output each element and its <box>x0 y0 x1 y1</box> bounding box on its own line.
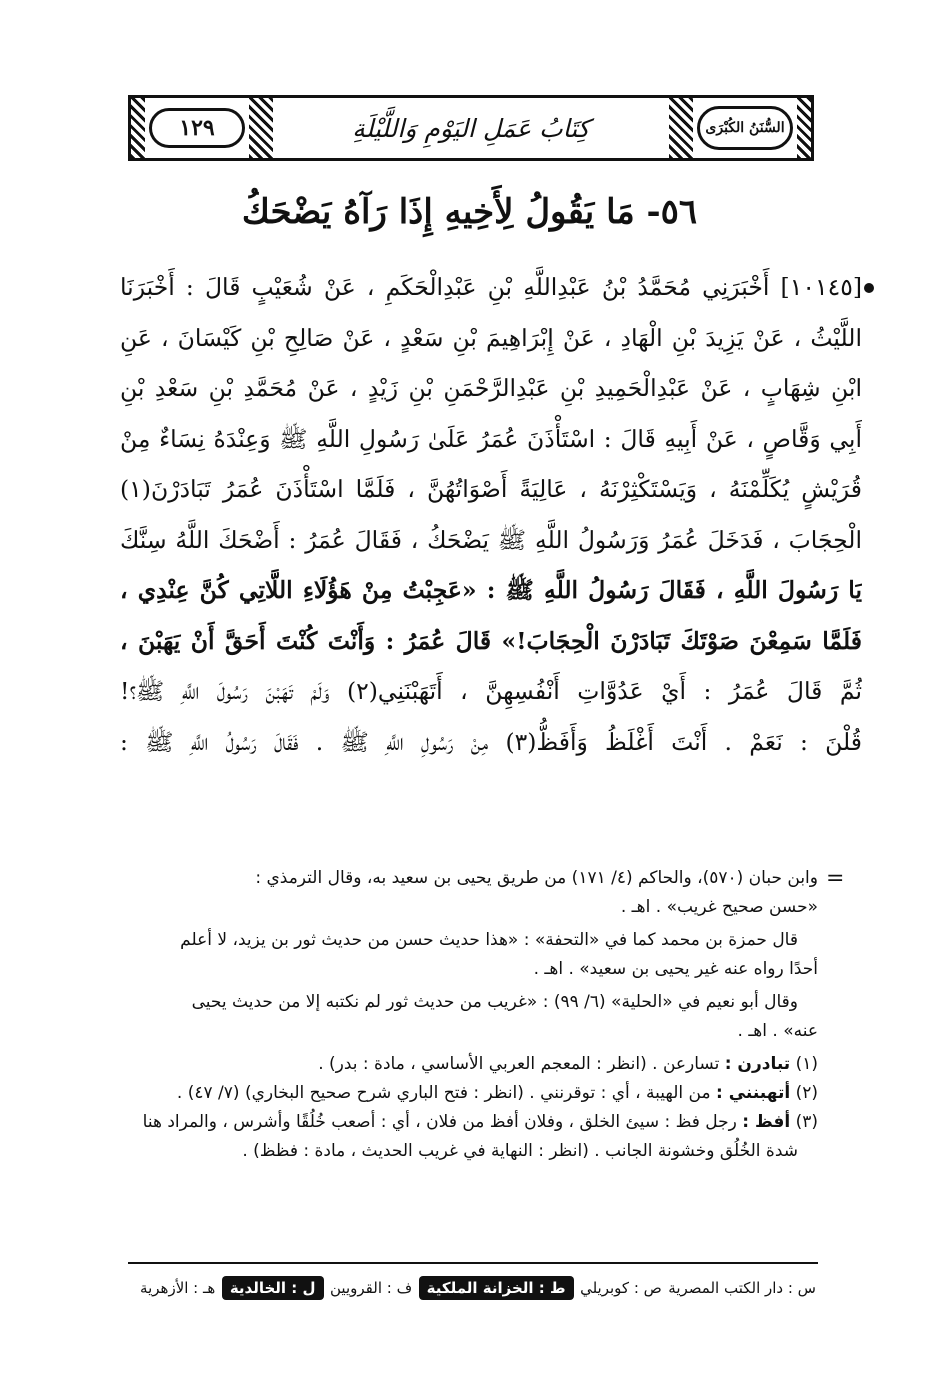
footnote-text: من الهيبة ، أي : توقرنني . (انظر : فتح الباري شرح صحيح البخاري) (٧/ ٤٧) . <box>176 1083 711 1103</box>
footnote-marker: (١) <box>795 1054 818 1074</box>
footnote-item <box>128 1137 818 1166</box>
hadith-line: [١٠١٤٥] أَخْبَرَنِي مُحَمَّدُ بْنُ عَبْدِاللَّهِ بْنِ عَبْدِالْحَكَمِ ، عَنْ شُعَيْبٍ قَالَ : أَخْبَرَنَا <box>120 273 862 301</box>
ornament-border-right <box>797 98 811 158</box>
footnote-item <box>128 1079 818 1108</box>
page-number: ١٢٩ <box>149 108 245 148</box>
footnote-marker: (٣) <box>795 1112 818 1132</box>
footnote-carry-line: قال حمزة بن محمد كما في «التحفة» : «هذا حديث حسن من حديث ثور بن يزيد، لا أعلم <box>180 930 798 950</box>
siglum: ف : القرويين <box>330 1279 413 1297</box>
siglum-boxed: ط : الخزانة الملكية <box>419 1276 574 1300</box>
hadith-line: ابْنِ شِهَابٍ ، عَنْ عَبْدِالْحَمِيدِ بْنِ عَبْدِالرَّحْمَنِ بْنِ زَيْدٍ ، عَنْ مُحَمَّدِ بْنِ سَعْدِ بْنِ <box>120 374 862 402</box>
hadith-bullet-icon <box>864 283 874 293</box>
footnote-item <box>128 1108 818 1137</box>
hadith-line: يَا رَسُولَ اللَّهِ ، فَقَالَ رَسُولُ اللَّهِ ﷺ : «عَجِبْتُ مِنْ هَؤُلَاءِ اللَّاتِي كُنَّ عِنْدِي ، <box>120 576 862 604</box>
footnote-carry-line: «حسن صحيح غريب» . اهـ . <box>620 897 818 917</box>
hadith-line: قُرَيْشٍ يُكَلِّمْنَهُ ، وَيَسْتَكْثِرْنَهُ ، عَالِيَةً أَصْوَاتُهُنَّ ، فَلَمَّا اسْتَأْذَنَ عُمَرُ تَبَادَرْنَ(١) <box>120 475 862 503</box>
hadith-line: ثُمَّ قَالَ عُمَرُ : أَيْ عَدُوَّاتِ أَنْفُسِهِنَّ ، أَتَهَبْنَنِي(٢) وَلَمْ تَهَبْنَ رَسُولَ اللَّهِ ﷺ؟! <box>120 677 862 705</box>
footnote-carry-line: أحدًا رواه عنه غير يحيى بن سعيد» . اهـ . <box>533 959 818 979</box>
sigla-divider <box>128 1262 818 1264</box>
footnote-item <box>128 1050 818 1079</box>
hadith-text <box>120 262 862 767</box>
siglum: ص : كوبريلي <box>580 1279 662 1297</box>
book-emblem: السُّنَنُ الكُبْرَى <box>697 106 793 150</box>
footnote-text: رجل فظ : سيئ الخلق ، وفلان أفظ من فلان ، أي : أصعب خُلُقًا وأشرس ، والمراد هنا <box>142 1112 737 1132</box>
footnote-continued-mark: = <box>826 866 845 891</box>
hadith-line: الْحِجَابَ ، فَدَخَلَ عُمَرُ وَرَسُولُ اللَّهِ ﷺ يَضْحَكُ ، فَقَالَ عُمَرُ : أَضْحَكَ اللَّهُ سِنَّكَ <box>120 525 862 554</box>
hadith-line: قُلْنَ : نَعَمْ . أَنْتَ أَغْلَظُ وَأَفَظُّ(٣) مِنْ رَسُولِ اللَّهِ ﷺ . فَقَالَ رَسُولُ اللَّهِ ﷺ : <box>120 727 862 756</box>
siglum: هـ : الأزهرية <box>140 1279 216 1297</box>
footnote-carry-line: وابن حبان (٥٧٠)، والحاكم (٤/ ١٧١) من طريق يحيى بن سعيد به، وقال الترمذي : <box>255 868 818 888</box>
siglum-boxed: ل : الخالدية <box>222 1276 324 1300</box>
ornament-divider-left <box>249 98 273 158</box>
hadith-line: فَلَمَّا سَمِعْنَ صَوْتَكَ تَبَادَرْنَ الْحِجَابَ!» قَالَ عُمَرُ : وَأَنْتَ كُنْتَ أَحَقَّ أَنْ يَهَبْنَ ، <box>120 626 862 655</box>
footnotes <box>128 864 818 1166</box>
book-title: كِتَابُ عَمَلِ اليَوْمِ وَاللَّيْلَةِ <box>352 113 590 143</box>
footnote-carry-line: وقال أبو نعيم في «الحلية» (٦/ ٩٩) : «غريب من حديث ثور لم نكتبه إلا من حديث يحيى <box>191 992 798 1012</box>
chapter-title: ٥٦- مَا يَقُولُ لِأَخِيهِ إِذَا رَآهُ يَضْحَكُ <box>241 192 698 232</box>
hadith-line: اللَّيْثُ ، عَنْ يَزِيدَ بْنِ الْهَادِ ، عَنْ إِبْرَاهِيمَ بْنِ سَعْدٍ ، عَنْ صَالِحِ بْنِ كَيْسَانَ ، عَنِ <box>120 323 862 352</box>
page-header-banner <box>128 95 814 161</box>
footnote-carry-line: عنه» . اهـ . <box>737 1021 818 1041</box>
footnote-term: تبادرن : <box>724 1054 791 1074</box>
ornament-divider-right <box>669 98 693 158</box>
footnote-term: أتهبنني : <box>716 1083 791 1103</box>
manuscript-sigla <box>140 1270 816 1306</box>
siglum: س : دار الكتب المصرية <box>668 1279 816 1297</box>
hadith-line: أَبِي وَقَّاصٍ ، عَنْ أَبِيهِ قَالَ : اسْتَأْذَنَ عُمَرُ عَلَىٰ رَسُولِ اللَّهِ ﷺ وَعِنْدَهُ نِسَاءٌ مِنْ <box>120 424 862 453</box>
footnote-text: تسارعن . (انظر : المعجم العربي الأساسي ، مادة : بدر) . <box>318 1054 720 1074</box>
footnote-text: شدة الخُلُق وخشونة الجانب . (انظر : النهاية في غريب الحديث ، مادة : فظظ) . <box>242 1141 798 1161</box>
footnote-term: أفظ : <box>742 1112 791 1132</box>
footnote-marker: (٢) <box>795 1083 818 1103</box>
ornament-border-left <box>131 98 145 158</box>
